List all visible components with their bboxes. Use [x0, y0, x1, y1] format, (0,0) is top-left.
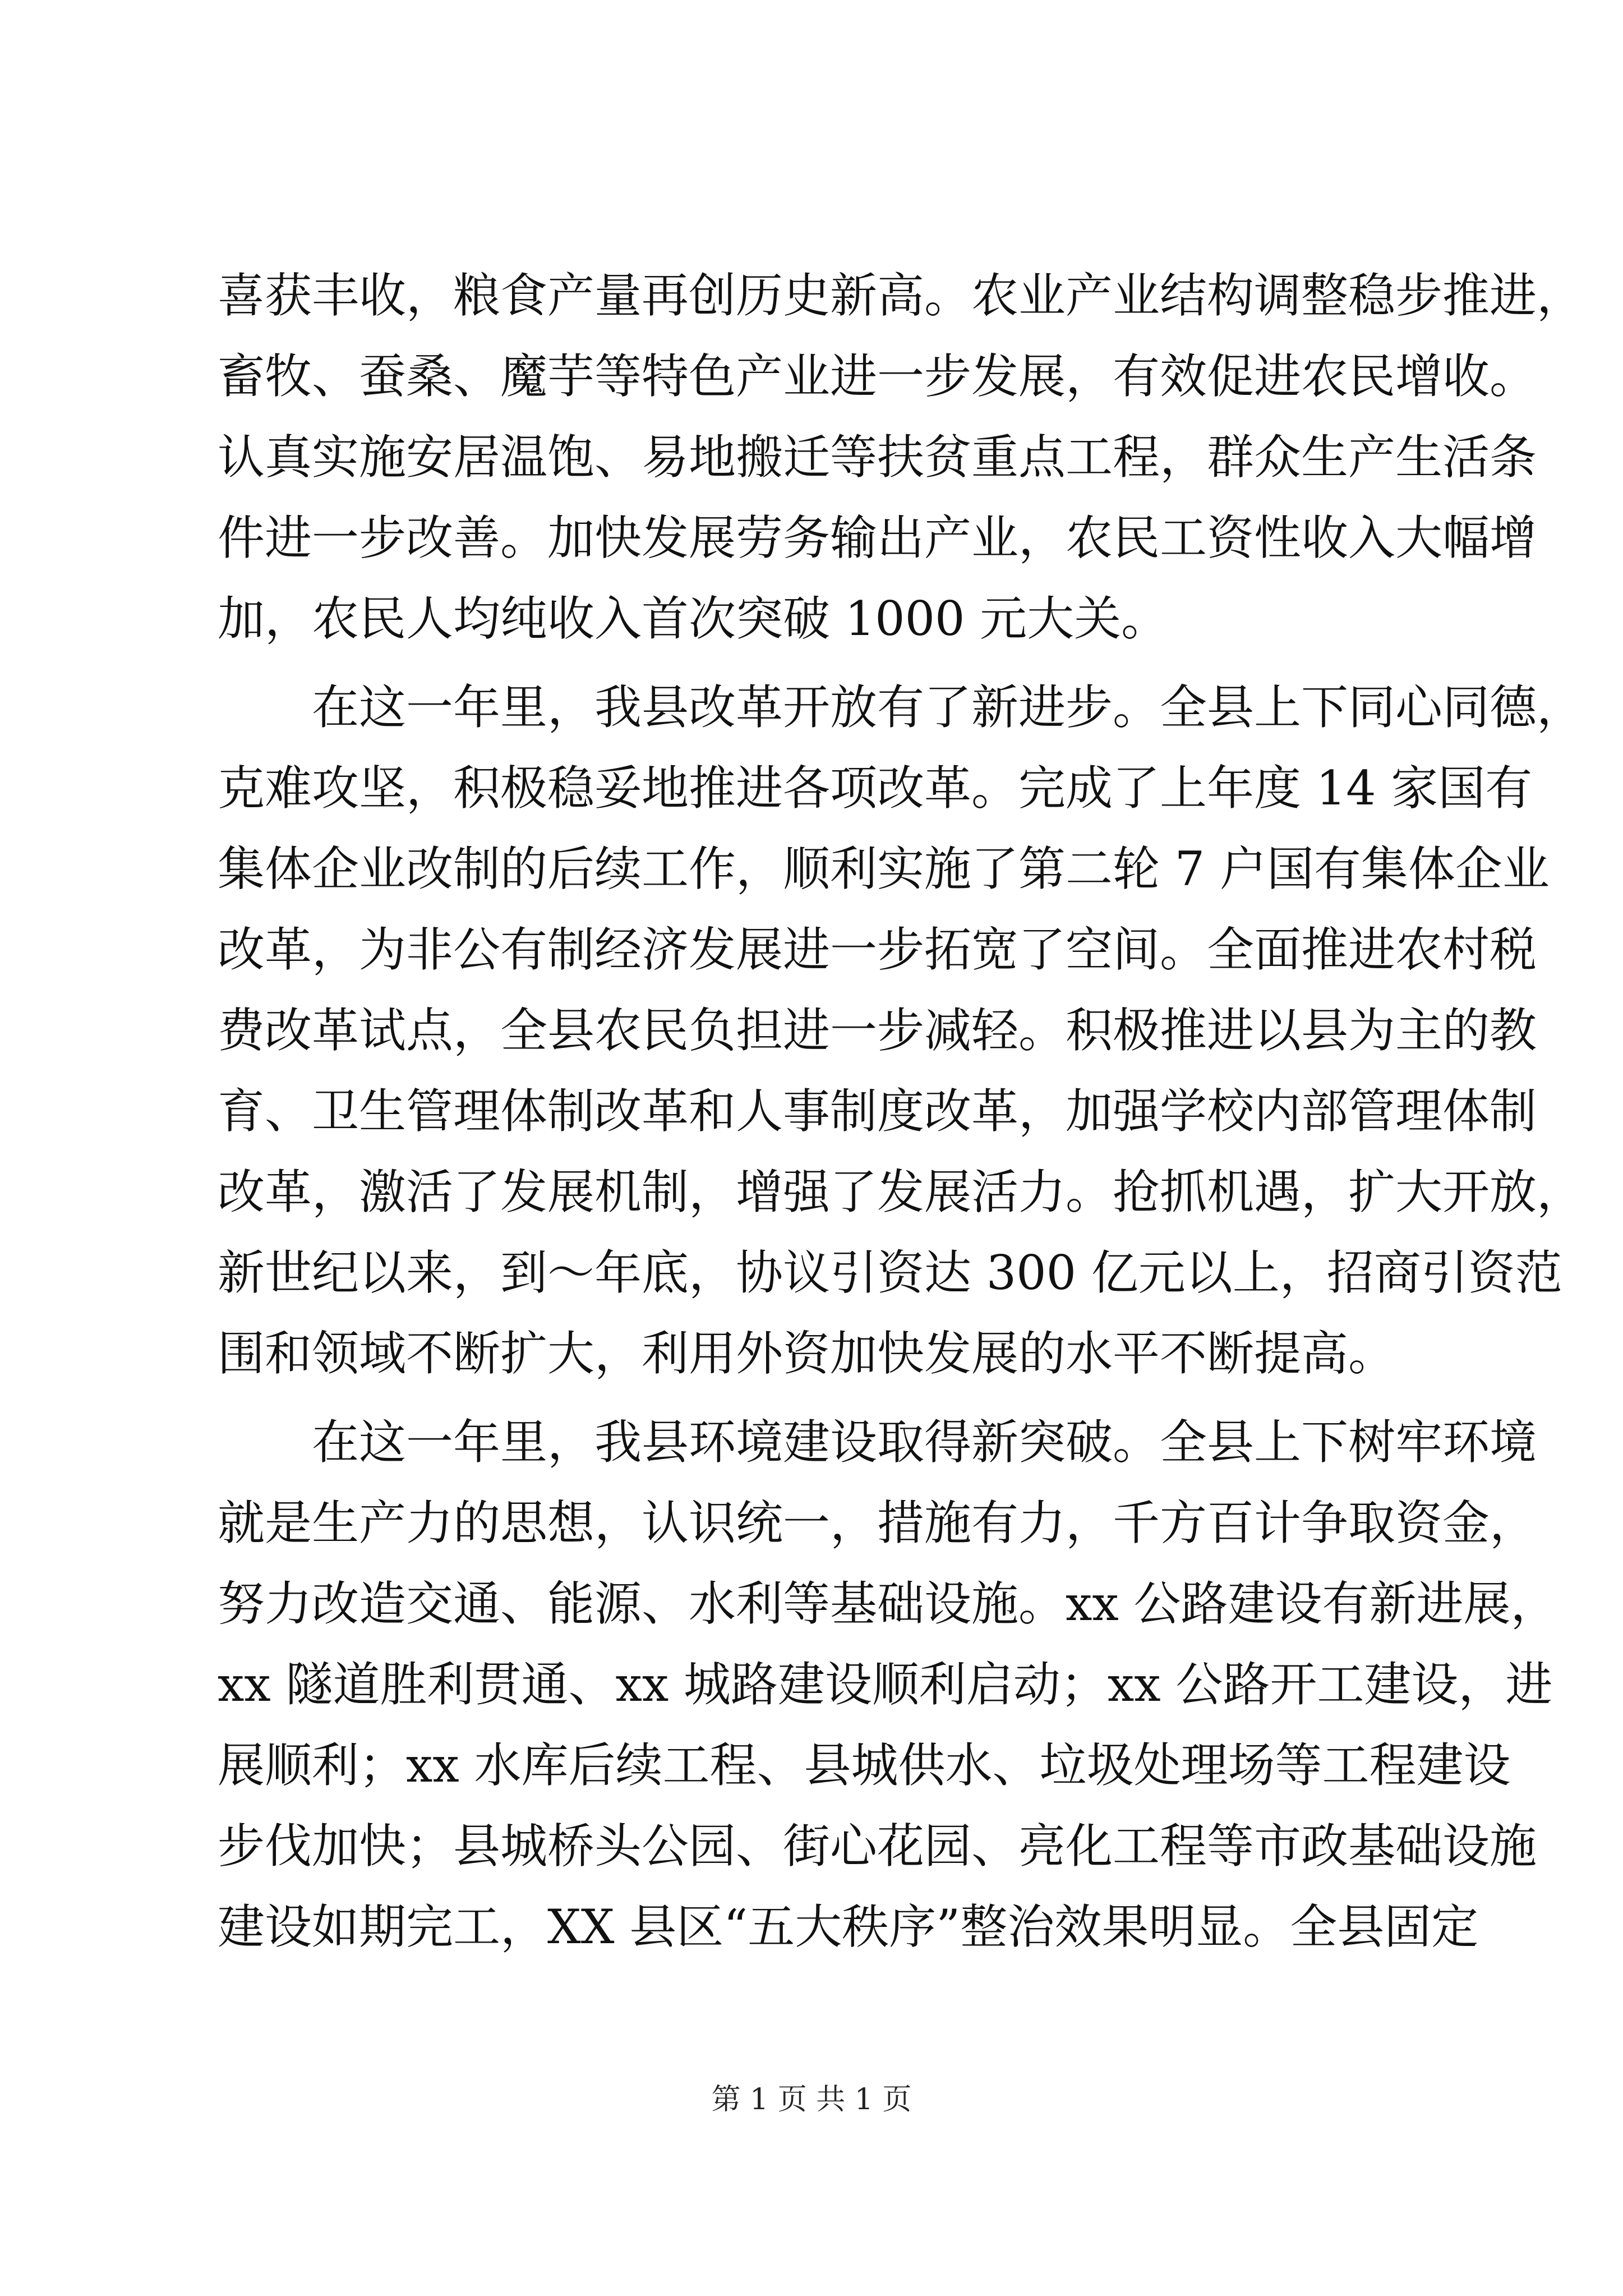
text-line: 改革，为非公有制经济发展进一步拓宽了空间。全面推进农村税 [218, 922, 1537, 977]
text-line: 克难攻坚，积极稳妥地推进各项改革。完成了上年度 14 家国有 [218, 761, 1533, 816]
text-line: 努力改造交通、能源、水利等基础设施。xx 公路建设有新进展， [218, 1576, 1558, 1631]
text-line: 集体企业改制的后续工作，顺利实施了第二轮 7 户国有集体企业 [218, 841, 1550, 896]
text-line: 围和领域不断扩大，利用外资加快发展的水平不断提高。 [218, 1326, 1396, 1381]
text-line: 改革，激活了发展机制，增强了发展活力。抢抓机遇，扩大开放， [218, 1165, 1584, 1220]
text-line: 步伐加快；县城桥头公园、街心花园、亮化工程等市政基础设施 [218, 1819, 1537, 1874]
text-line: 在这一年里，我县改革开放有了新进步。全县上下同心同德， [218, 680, 1584, 735]
body-text [218, 255, 1584, 1975]
text-line: 件进一步改善。加快发展劳务输出产业，农民工资性收入大幅增 [218, 510, 1537, 565]
text-line: 新世纪以来，到～年底，协议引资达 300 亿元以上，招商引资范 [218, 1245, 1562, 1300]
text-line: 在这一年里，我县环境建设取得新突破。全县上下树牢环境 [218, 1415, 1537, 1470]
text-line: 认真实施安居温饱、易地搬迁等扶贫重点工程，群众生产生活条 [218, 430, 1537, 485]
text-line: 就是生产力的思想，认识统一，措施有力，千方百计争取资金， [218, 1496, 1537, 1550]
paragraph-2 [218, 667, 1584, 1394]
text-line: xx 隧道胜利贯通、xx 城路建设顺利启动；xx 公路开工建设，进 [218, 1657, 1553, 1712]
text-line: 育、卫生管理体制改革和人事制度改革，加强学校内部管理体制 [218, 1084, 1537, 1139]
page-number-label: 第 1 页 共 1 页 [711, 2083, 912, 2116]
text-line: 畜牧、蚕桑、魔芋等特色产业进一步发展，有效促进农民增收。 [218, 349, 1537, 404]
text-line: 建设如期完工，XX 县区“五大秩序”整治效果明显。全县固定 [218, 1899, 1479, 1954]
text-line: 展顺利；xx 水库后续工程、县城供水、垃圾处理场等工程建设 [218, 1738, 1511, 1793]
text-line: 喜获丰收，粮食产量再创历史新高。农业产业结构调整稳步推进， [218, 268, 1584, 323]
paragraph-3 [218, 1402, 1558, 1967]
page-footer [0, 2076, 1623, 2118]
paragraph-1 [218, 255, 1584, 659]
text-line: 费改革试点，全县农民负担进一步减轻。积极推进以县为主的教 [218, 1003, 1537, 1058]
text-line: 加，农民人均纯收入首次突破 1000 元大关。 [218, 591, 1169, 646]
